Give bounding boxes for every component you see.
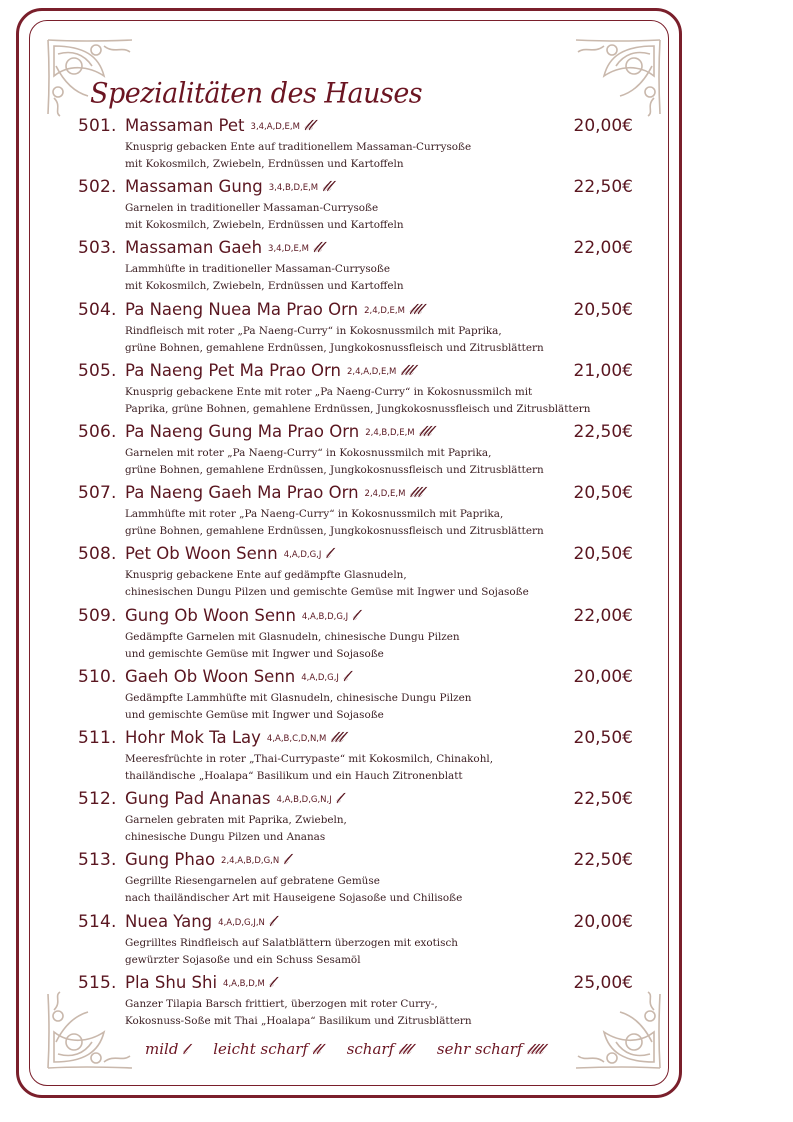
description-line: Paprika, grüne Bohnen, gemahlene Erdnüssen, Jungkokosnussfleisch und Zitrusblättern bbox=[125, 402, 591, 415]
allergen-codes: 4,A,B,D,M bbox=[223, 978, 265, 989]
page-title: Spezialitäten des Hauses bbox=[90, 77, 423, 110]
dish-price: 22,50€ bbox=[573, 789, 633, 810]
dish-price: 20,00€ bbox=[573, 911, 633, 932]
description-line: Gegrilltes Rindfleisch auf Salatblättern überzogen mit exotisch bbox=[125, 936, 458, 949]
chili-icon: 𝓁𝓁𝓁 bbox=[398, 1040, 411, 1058]
dish-description bbox=[125, 812, 347, 846]
chili-icon: 𝓁 bbox=[342, 666, 347, 685]
description-line: mit Kokosmilch, Zwiebeln, Erdnüssen und Kartoffeln bbox=[125, 280, 404, 293]
dish-name bbox=[125, 483, 421, 502]
chili-icon: 𝓁𝓁𝓁 bbox=[330, 728, 343, 746]
ornament-icon bbox=[572, 36, 664, 118]
dish-description bbox=[125, 629, 460, 663]
chili-icon: 𝓁 bbox=[268, 972, 273, 991]
dish-item bbox=[78, 912, 638, 972]
dish-price: 20,00€ bbox=[573, 116, 633, 136]
dish-number: 510. bbox=[78, 666, 117, 687]
spice-legend bbox=[145, 1040, 564, 1058]
description-line: thailändische „Hoalapa“ Basilikum und ein Hauch Zitronenblatt bbox=[125, 770, 463, 782]
description-line: Gedämpfte Lammhüfte mit Glasnudeln, chinesische Dungu Pilzen bbox=[125, 691, 472, 704]
chili-icon: 𝓁𝓁 bbox=[311, 1040, 320, 1058]
dish-name bbox=[125, 850, 287, 869]
dish-number: 509. bbox=[78, 605, 117, 626]
description-line: chinesische Dungu Pilzen und Ananas bbox=[125, 831, 326, 844]
dish-title: Pet Ob Woon Senn bbox=[125, 544, 278, 564]
dish-name bbox=[125, 544, 329, 563]
allergen-codes: 3,4,A,D,E,M bbox=[250, 122, 300, 132]
dish-price: 20,00€ bbox=[573, 666, 633, 687]
description-line: und gemischte Gemüse mit Ingwer und Sojasoße bbox=[125, 647, 384, 660]
chili-icon: 𝓁𝓁𝓁𝓁 bbox=[526, 1040, 543, 1058]
dish-title: Pa Naeng Nuea Ma Prao Orn bbox=[125, 299, 359, 319]
dish-number: 508. bbox=[78, 544, 117, 565]
dish-number: 503. bbox=[78, 238, 117, 259]
chili-icon: 𝓁 bbox=[325, 544, 330, 563]
dish-name bbox=[125, 116, 312, 135]
description-line: Gedämpfte Garnelen mit Glasnudeln, chinesische Dungu Pilzen bbox=[125, 630, 460, 643]
dish-title: Pla Shu Shi bbox=[125, 972, 218, 992]
dish-number: 502. bbox=[78, 177, 117, 198]
dish-description bbox=[125, 139, 471, 173]
dish-number: 512. bbox=[78, 789, 117, 810]
dish-name bbox=[125, 238, 321, 257]
dish-name bbox=[125, 912, 273, 931]
dish-description bbox=[125, 384, 590, 418]
dish-item bbox=[78, 300, 638, 360]
dish-name bbox=[125, 728, 342, 747]
dish-title: Pa Naeng Gung Ma Prao Orn bbox=[125, 422, 360, 441]
dish-description bbox=[125, 261, 404, 295]
description-line: gewürzter Sojasoße und ein Schuss Sesamöl bbox=[125, 953, 361, 966]
dish-title: Gung Pad Ananas bbox=[125, 789, 271, 809]
allergen-codes: 2,4,A,D,E,M bbox=[347, 366, 397, 377]
dish-description bbox=[125, 935, 458, 969]
dish-description bbox=[125, 567, 529, 601]
dish-item bbox=[78, 238, 638, 298]
allergen-codes: 4,A,B,C,D,N,M bbox=[266, 734, 327, 744]
dish-name bbox=[125, 422, 431, 441]
allergen-codes: 4,A,B,D,G,N,J bbox=[276, 795, 332, 806]
allergen-codes: 4,A,D,G,J,N bbox=[218, 917, 265, 928]
chili-icon: 𝓁 bbox=[283, 850, 288, 869]
description-line: Lammhüfte in traditioneller Massaman-Currysoße bbox=[125, 263, 391, 276]
description-line: Gegrillte Riesengarnelen auf gebratene Gemüse bbox=[125, 875, 380, 888]
legend-label: sehr scharf bbox=[436, 1040, 523, 1058]
dish-price: 22,00€ bbox=[573, 238, 633, 259]
chili-icon: 𝓁𝓁 bbox=[322, 177, 331, 196]
dish-price: 22,50€ bbox=[573, 850, 633, 871]
allergen-codes: 3,4,D,E,M bbox=[268, 244, 309, 255]
description-line: mit Kokosmilch, Zwiebeln, Erdnüssen und Kartoffeln bbox=[125, 219, 404, 232]
allergen-codes: 2,4,A,B,D,G,N bbox=[221, 856, 280, 867]
description-line: Meeresfrüchte in roter „Thai-Currypaste“ mit Kokosmilch, Chinakohl, bbox=[125, 753, 494, 765]
description-line: Garnelen in traditioneller Massaman-Currysoße bbox=[125, 202, 379, 215]
chili-icon: 𝓁𝓁𝓁 bbox=[418, 422, 431, 440]
dish-description bbox=[125, 751, 493, 785]
dish-number: 514. bbox=[78, 911, 117, 932]
allergen-codes: 2,4,B,D,E,M bbox=[365, 428, 415, 438]
dish-item bbox=[78, 606, 638, 666]
chili-icon: 𝓁𝓁𝓁 bbox=[400, 360, 413, 379]
allergen-codes: 4,A,D,G,J bbox=[301, 672, 339, 683]
dish-title: Pa Naeng Pet Ma Prao Orn bbox=[125, 360, 341, 380]
dish-item bbox=[78, 361, 638, 421]
chili-icon: 𝓁 bbox=[268, 911, 273, 930]
allergen-codes: 2,4,D,E,M bbox=[364, 305, 405, 316]
chili-icon: 𝓁 bbox=[352, 605, 357, 624]
dish-name bbox=[125, 667, 347, 686]
dish-title: Massaman Pet bbox=[125, 116, 245, 135]
description-line: mit Kokosmilch, Zwiebeln, Erdnüssen und Kartoffeln bbox=[125, 158, 404, 170]
dish-item bbox=[78, 973, 638, 1033]
dish-price: 22,00€ bbox=[573, 605, 633, 626]
dish-title: Gaeh Ob Woon Senn bbox=[125, 666, 296, 686]
dish-title: Gung Phao bbox=[125, 850, 216, 870]
legend-label: leicht scharf bbox=[213, 1040, 308, 1058]
dish-item bbox=[78, 544, 638, 604]
allergen-codes: 4,A,B,D,G,J bbox=[301, 611, 349, 622]
description-line: Lammhüfte mit roter „Pa Naeng-Curry“ in Kokosnussmilch mit Paprika, bbox=[125, 508, 504, 521]
chili-icon: 𝓁𝓁 bbox=[303, 116, 312, 134]
allergen-codes: 4,A,D,G,J bbox=[283, 550, 322, 561]
chili-icon: 𝓁𝓁 bbox=[312, 238, 321, 257]
dish-price: 20,50€ bbox=[573, 728, 633, 748]
dish-name bbox=[125, 300, 421, 319]
dish-item bbox=[78, 789, 638, 849]
dish-price: 20,50€ bbox=[573, 483, 633, 504]
dish-description bbox=[125, 445, 544, 479]
dish-price: 20,50€ bbox=[573, 299, 633, 320]
dish-name bbox=[125, 361, 412, 380]
dish-item bbox=[78, 422, 638, 482]
description-line: Kokosnuss-Soße mit Thai „Hoalapa“ Basilikum und Zitrusblättern bbox=[125, 1014, 472, 1027]
dish-number: 511. bbox=[78, 728, 117, 748]
dish-description bbox=[125, 873, 462, 907]
description-line: grüne Bohnen, gemahlene Erdnüssen, Jungkokosnussfleisch und Zitrusblättern bbox=[125, 525, 544, 538]
dish-price: 21,00€ bbox=[573, 360, 633, 381]
description-line: chinesischen Dungu Pilzen und gemischte Gemüse mit Ingwer und Sojasoße bbox=[125, 586, 529, 599]
dish-item bbox=[78, 116, 638, 176]
dish-item bbox=[78, 177, 638, 237]
chili-icon: 𝓁𝓁𝓁 bbox=[409, 483, 422, 502]
dish-price: 22,50€ bbox=[573, 177, 633, 198]
dish-item bbox=[78, 728, 638, 788]
dish-price: 22,50€ bbox=[573, 422, 633, 442]
dish-title: Hohr Mok Ta Lay bbox=[125, 728, 261, 747]
description-line: Knusprig gebackene Ente mit roter „Pa Naeng-Curry“ in Kokosnussmilch mit bbox=[125, 385, 533, 398]
dish-title: Gung Ob Woon Senn bbox=[125, 605, 296, 625]
dish-description bbox=[125, 200, 404, 234]
chili-icon: 𝓁 bbox=[182, 1040, 187, 1058]
description-line: Rindfleisch mit roter „Pa Naeng-Curry“ in Kokosnussmilch mit Paprika, bbox=[125, 324, 502, 337]
description-line: Knusprig gebacken Ente auf traditionellem Massaman-Currysoße bbox=[125, 141, 472, 153]
dish-description bbox=[125, 506, 544, 540]
dish-number: 515. bbox=[78, 972, 117, 993]
dish-name bbox=[125, 606, 356, 625]
description-line: Garnelen mit roter „Pa Naeng-Curry“ in Kokosnussmilch mit Paprika, bbox=[125, 447, 492, 459]
dish-number: 505. bbox=[78, 360, 117, 381]
dish-title: Massaman Gung bbox=[125, 177, 263, 197]
description-line: Garnelen gebraten mit Paprika, Zwiebeln, bbox=[125, 814, 347, 827]
allergen-codes: 2,4,D,E,M bbox=[364, 489, 406, 500]
legend-label: mild bbox=[145, 1040, 179, 1058]
dish-title: Pa Naeng Gaeh Ma Prao Orn bbox=[125, 483, 359, 503]
dish-name bbox=[125, 973, 273, 992]
dish-description bbox=[125, 690, 471, 724]
description-line: Knusprig gebackene Ente auf gedämpfte Glasnudeln, bbox=[125, 569, 407, 582]
dish-item bbox=[78, 483, 638, 543]
description-line: Ganzer Tilapia Barsch frittiert, überzogen mit roter Curry-, bbox=[125, 997, 438, 1010]
chili-icon: 𝓁 bbox=[335, 789, 340, 808]
dish-number: 501. bbox=[78, 116, 117, 136]
dish-title: Massaman Gaeh bbox=[125, 238, 263, 258]
legend-label: scharf bbox=[346, 1040, 395, 1058]
dish-price: 20,50€ bbox=[573, 544, 633, 565]
description-line: und gemischte Gemüse mit Ingwer und Sojasoße bbox=[125, 708, 384, 721]
dish-number: 513. bbox=[78, 850, 117, 871]
dish-description bbox=[125, 323, 544, 357]
dish-item bbox=[78, 850, 638, 910]
dish-number: 507. bbox=[78, 483, 117, 504]
dish-name bbox=[125, 177, 330, 196]
dish-number: 506. bbox=[78, 422, 117, 442]
dish-description bbox=[125, 996, 472, 1030]
dish-title: Nuea Yang bbox=[125, 911, 213, 931]
description-line: nach thailändischer Art mit Hauseigene Sojasoße und Chilisoße bbox=[125, 892, 463, 905]
chili-icon: 𝓁𝓁𝓁 bbox=[408, 299, 421, 318]
allergen-codes: 3,4,B,D,E,M bbox=[268, 183, 319, 194]
description-line: grüne Bohnen, gemahlene Erdnüssen, Jungkokosnussfleisch und Zitrusblättern bbox=[125, 341, 544, 354]
dish-item bbox=[78, 667, 638, 727]
description-line: grüne Bohnen, gemahlene Erdnüssen, Jungkokosnussfleisch und Zitrusblättern bbox=[125, 464, 544, 476]
dish-name bbox=[125, 789, 340, 808]
dish-number: 504. bbox=[78, 299, 117, 320]
dish-price: 25,00€ bbox=[573, 972, 633, 993]
